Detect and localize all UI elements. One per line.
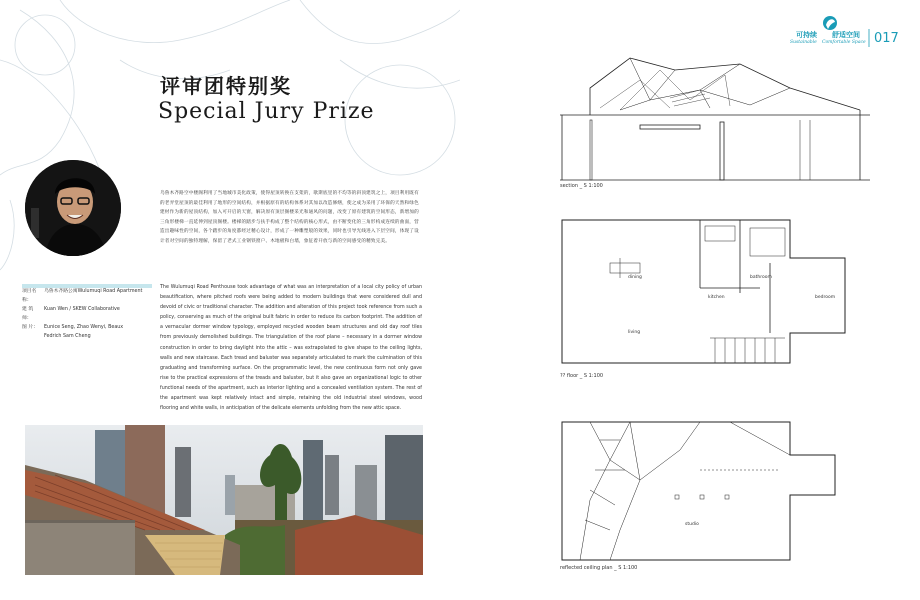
ceiling-plan-drawing [560, 420, 880, 565]
credit-label [22, 332, 44, 341]
logo-text-comfortable-en: Comfortable Space [822, 40, 866, 45]
section-caption: section _ S 1:100 [560, 183, 603, 189]
credit-row [22, 323, 152, 332]
credit-label: 建 筑 师： [22, 307, 34, 321]
ceiling-plan-caption: reflected ceiling plan _ S 1:100 [560, 565, 638, 571]
logo-text-sustainable-en: Sustainable [790, 40, 817, 45]
rooftop-photo [25, 425, 423, 575]
page-number: 017 [874, 31, 899, 46]
room-label-kitchen: kitchen [708, 295, 725, 300]
section-drawing [560, 50, 880, 185]
credit-value: Eunice Seng, Zhao Wenyi, Beaux [44, 325, 124, 330]
rooftop-photo-image [25, 425, 423, 575]
room-label-bedroom: bedroom [815, 295, 836, 300]
chinese-description: 乌鲁木齐路空中楼阁利用了当地城市美化政策，使得屋顶转换在支架的，歇斯底里的不均等的斜顶建筑之上，项目利用既有的老弄堂屋顶的最佳利用了地形的空间结构，并根据原有的结构体系对其加以改造修缮，使之成为采用了环保的天然和绿色建材作为新的屋顶结构，加入可开启的天窗，解决原有顶层阁楼采光和通风的问题，改变了原有建筑的空间形态，新增加的三角形楼梯一直延伸到屋顶阁楼。楼梯的踏步与扶手构成了整个结构的核心形式，由不断变化的三角形构成连续的曲面，营造出趣味性的空间，各个踏步的角度都经过精心设计，形成了一种雕塑般的效果，同时也引导光线进入下层空间，体现了设计者对空间的独特理解，保留了老式工业钢铁窗户、木地板和白墙，象征着开放与新的空间感受的精致完美。 [160, 191, 419, 244]
logo-text-comfortable-zh: 舒适空间 [832, 31, 860, 39]
portrait-image [25, 160, 121, 256]
credit-value: Kuan Wen / SKEW Collaborative [44, 307, 120, 312]
credits-bar [22, 283, 152, 289]
title-english: Special Jury Prize [158, 99, 375, 124]
credit-label: 项目名称： [22, 289, 37, 303]
title-chinese: 评审团特别奖 [160, 74, 292, 98]
floor-plan-drawing [560, 218, 880, 368]
credit-label: 图 片： [22, 325, 38, 330]
architect-portrait [25, 160, 121, 256]
room-label-living: living [628, 330, 641, 335]
room-label-studio: studio [685, 522, 699, 527]
credit-value: Fedrich Sam Cheng [44, 334, 91, 339]
room-label-bathroom: bathroom [750, 275, 772, 280]
credit-value: 乌鲁木齐路公寓Wulumuqi Road Apartment [44, 289, 143, 294]
floor-plan-caption: ?? floor _ S 1:100 [560, 373, 604, 379]
logo-text-sustainable-zh: 可持续 [796, 31, 817, 39]
english-description: The Wulumuqi Road Penthouse took advantage of what was an interpretation of a local city policy of urban beautification, where pitched roofs were being added to modern buildings that were considered dull and devoid of civic or traditional character. The addition and alteration of this project took reference from such a policy, conserving as much of the original built fabric in order to reduce its carbon footprint. The addition of a vernacular dormer window typology, employed recycled wooden beam structures and old day roof tiles from previously demolished buildings. The triangulation of the roof plane – necessary in a dormer window construction in order to bring daylight into the attic – was extrapolated to give shape to the ceiling lights, walls and new staircase. Each tread and baluster was separately articulated to mark the culmination of this graduating and transforming surface. On the programmatic level, the new continuous form not only gave rise to the practical expressions of the treads and baluster, but it also gave an organizational logic to other functional needs of the apartment, such as interior lighting and a concealed ventilation system. The rest of the apartment was kept relatively intact and simple, retaining the old industrial steel windows, wood flooring and white walls, in anticipation of the delicate elements unfolding from the new attic space. [160, 285, 422, 412]
project-credits [22, 283, 152, 341]
credit-row [22, 287, 152, 305]
credit-row [22, 305, 152, 323]
room-label-dining: dining [628, 275, 642, 280]
credit-row [22, 332, 152, 341]
